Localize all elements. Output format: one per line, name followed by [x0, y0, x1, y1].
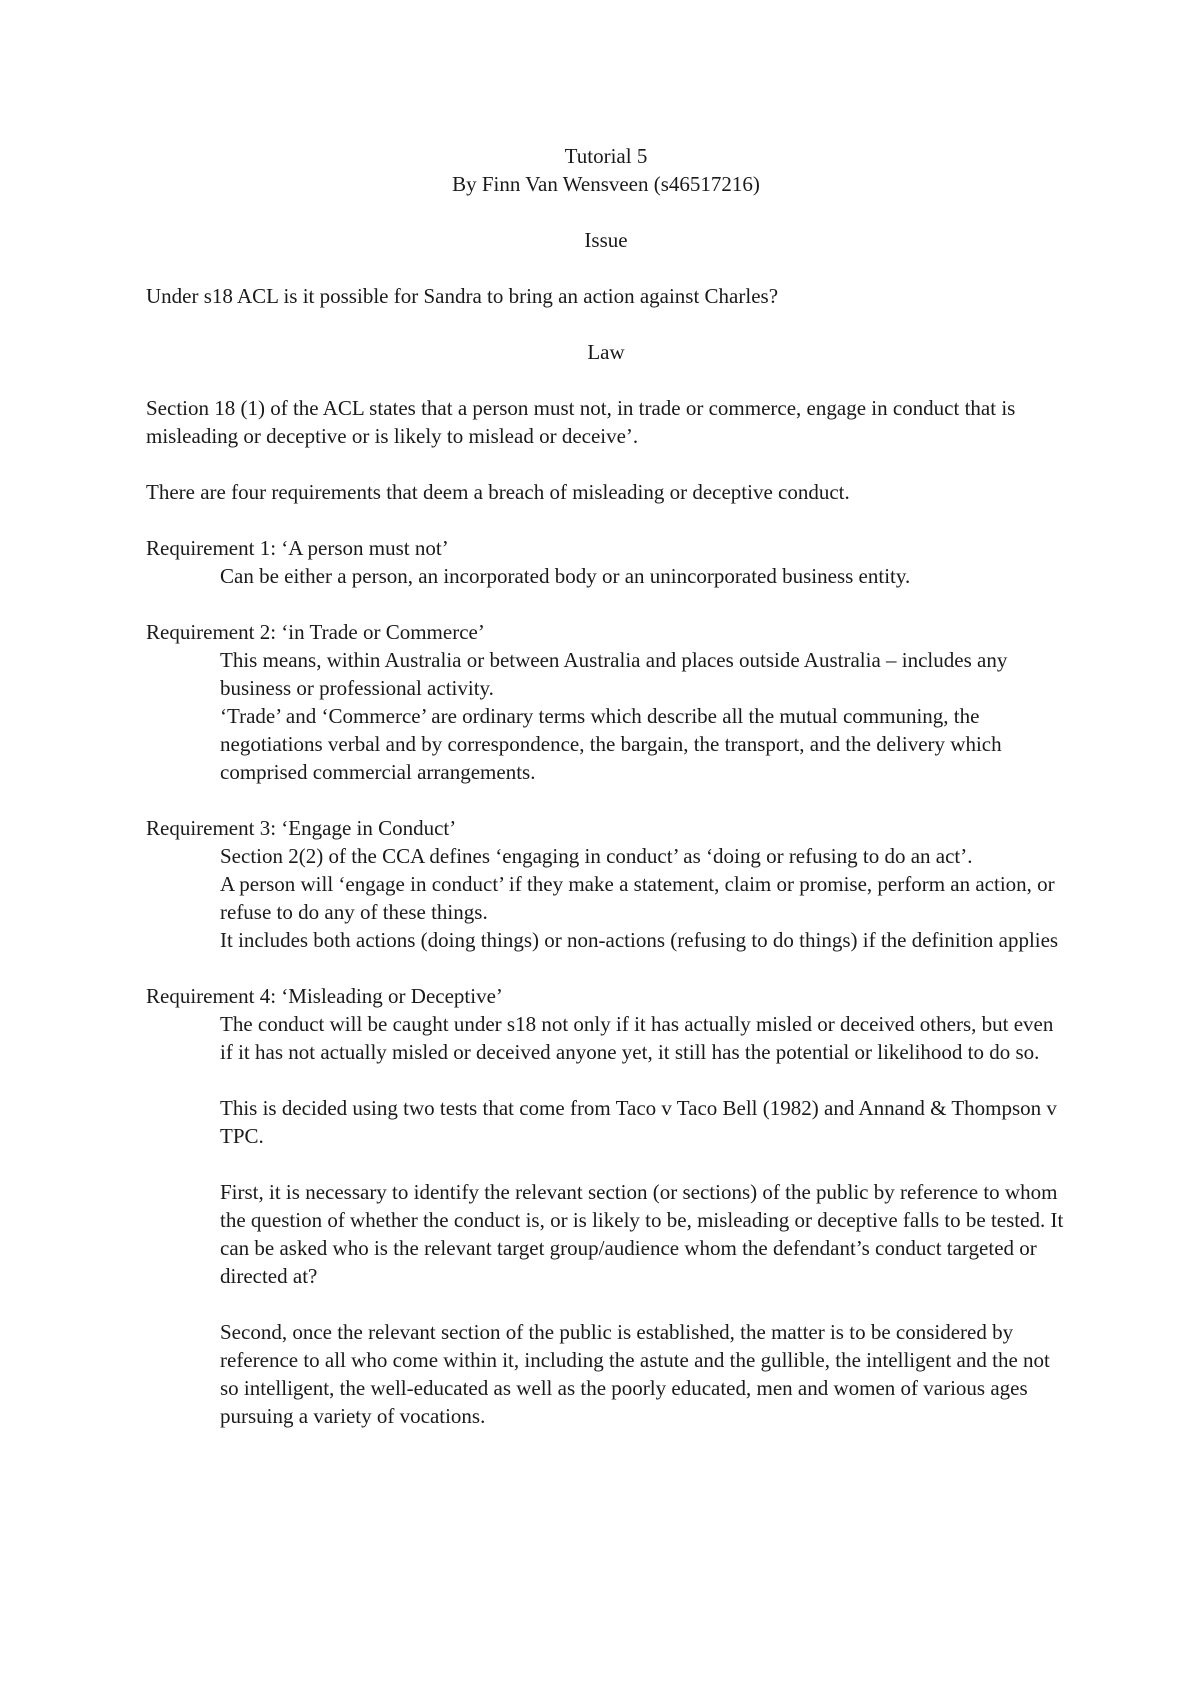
requirement-heading: Requirement 3: ‘Engage in Conduct’ [146, 816, 457, 840]
requirement-paragraph: This means, within Australia or between Australia and places outside Australia – includes any business or professional activity. [220, 648, 1008, 700]
requirement-paragraph: This is decided using two tests that come from Taco v Taco Bell (1982) and Annand & Thompson v TPC. [220, 1096, 1057, 1148]
requirement-4 [146, 982, 1066, 1430]
document-title: Tutorial 5 [564, 144, 648, 168]
requirement-paragraph: A person will ‘engage in conduct’ if they make a statement, claim or promise, perform an action, or refuse to do any of these things. [220, 872, 1055, 924]
document-author: By Finn Van Wensveen (s46517216) [452, 172, 760, 196]
law-heading: Law [587, 340, 625, 364]
requirement-paragraph: Section 2(2) of the CCA defines ‘engaging in conduct’ as ‘doing or refusing to do an act’. [220, 844, 973, 868]
issue-text: Under s18 ACL is it possible for Sandra to bring an action against Charles? [146, 284, 779, 308]
law-section-text: Section 18 (1) of the ACL states that a person must not, in trade or commerce, engage in conduct that is misleading or deceptive or is likely to mislead or deceive’. [146, 396, 1016, 448]
requirement-paragraph: ‘Trade’ and ‘Commerce’ are ordinary terms which describe all the mutual communing, the negotiations verbal and by correspondence, the bargain, the transport, and the delivery which comprised commercial arrangements. [220, 704, 1002, 784]
requirement-2 [146, 618, 1066, 786]
requirement-paragraph: The conduct will be caught under s18 not only if it has actually misled or deceived others, but even if it has not actually misled or deceived anyone yet, it still has the potential or likelihood to do so. [220, 1012, 1054, 1064]
issue-heading: Issue [584, 228, 628, 252]
requirement-heading: Requirement 2: ‘in Trade or Commerce’ [146, 620, 485, 644]
requirement-paragraph: First, it is necessary to identify the relevant section (or sections) of the public by reference to whom the question of whether the conduct is, or is likely to be, misleading or deceptive falls to be tested. It can be asked who is the relevant target group/audience whom the defendant’s conduct targeted or directed at? [220, 1180, 1064, 1288]
requirement-paragraph: Can be either a person, an incorporated body or an unincorporated business entity. [220, 564, 911, 588]
requirement-heading: Requirement 1: ‘A person must not’ [146, 536, 449, 560]
document-page [146, 142, 1066, 1430]
requirement-heading: Requirement 4: ‘Misleading or Deceptive’ [146, 984, 503, 1008]
requirement-paragraph: It includes both actions (doing things) or non-actions (refusing to do things) if the definition applies [220, 928, 1059, 952]
requirement-paragraph: Second, once the relevant section of the public is established, the matter is to be considered by reference to all who come within it, including the astute and the gullible, the intelligent and the not so intelligent, the well-educated as well as the poorly educated, men and women of various ages pursuing a variety of vocations. [220, 1320, 1050, 1428]
requirement-3 [146, 814, 1066, 954]
requirement-1 [146, 534, 1066, 590]
law-intro: There are four requirements that deem a breach of misleading or deceptive conduct. [146, 480, 850, 504]
